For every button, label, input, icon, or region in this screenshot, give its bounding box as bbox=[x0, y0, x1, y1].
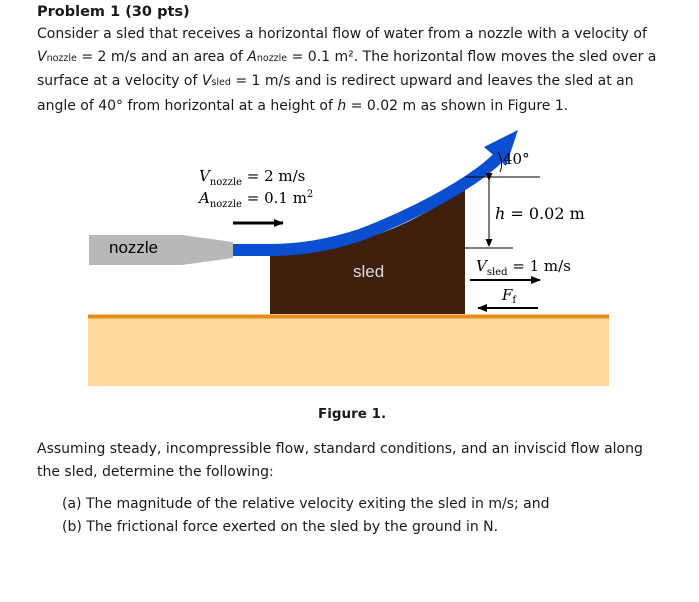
questions-intro: Assuming steady, incompressible flow, standard conditions, and an inviscid flow along the sled, determine the following: bbox=[37, 441, 643, 480]
a-nozzle-symbol: A bbox=[247, 48, 257, 65]
v-sled-subscript: sled bbox=[211, 77, 231, 88]
figure-caption: Figure 1. bbox=[318, 406, 387, 422]
problem-statement bbox=[37, 23, 662, 117]
a-nozzle-exponent-fig: 2 bbox=[306, 189, 314, 200]
v-nozzle-symbol-fig: V bbox=[199, 167, 210, 185]
figure-1-diagram bbox=[0, 115, 699, 400]
friction-force-label bbox=[501, 286, 517, 306]
v-nozzle-subscript: nozzle bbox=[46, 52, 77, 64]
a-nozzle-subscript-fig: nozzle bbox=[209, 199, 242, 210]
a-nozzle-subscript: nozzle bbox=[256, 52, 288, 64]
height-value: = 0.02 m bbox=[505, 204, 585, 223]
v-sled-subscript-fig: sled bbox=[486, 267, 508, 278]
height-label bbox=[495, 204, 585, 223]
a-nozzle-value-fig: = 0.1 m bbox=[241, 189, 307, 207]
statement-text-1: Consider a sled that receives a horizontal flow of water from a nozzle with a velocity of bbox=[37, 26, 647, 42]
v-sled-symbol-fig: V bbox=[476, 257, 487, 275]
v-nozzle-symbol: V bbox=[37, 48, 47, 65]
v-nozzle-label bbox=[199, 167, 305, 188]
question-part-b: (b) The frictional force exerted on the sled by the ground in N. bbox=[62, 519, 499, 535]
ground-surface bbox=[88, 316, 609, 386]
a-nozzle-symbol-fig: A bbox=[199, 189, 210, 207]
v-nozzle-subscript-fig: nozzle bbox=[209, 177, 242, 188]
h-symbol: h bbox=[337, 97, 347, 114]
sled-label: sled bbox=[353, 262, 385, 281]
statement-text-2: = 2 m/s and an area of bbox=[76, 48, 248, 65]
friction-force-symbol: F bbox=[502, 286, 513, 304]
nozzle-label: nozzle bbox=[109, 238, 159, 257]
a-nozzle-label bbox=[197, 189, 313, 210]
v-sled-value-fig: = 1 m/s bbox=[507, 257, 571, 275]
v-sled-label bbox=[476, 257, 571, 278]
height-symbol: h bbox=[495, 204, 506, 223]
v-sled-symbol: V bbox=[201, 73, 212, 89]
statement-text-3: = 0.1 m². The horizontal flow moves the sled over a surface at a velocity of bbox=[37, 48, 657, 89]
statement-text-4: = 1 m/s and is redirect upward and leaves the sled at an angle of 40° from horizontal at a height of bbox=[37, 73, 634, 114]
v-nozzle-value-fig: = 2 m/s bbox=[241, 167, 306, 185]
friction-force-subscript: f bbox=[512, 295, 517, 306]
problem-header: Problem 1 (30 pts) bbox=[37, 4, 190, 20]
statement-text-5: = 0.02 m as shown in Figure 1. bbox=[346, 97, 569, 114]
angle-label: 40° bbox=[503, 150, 530, 168]
question-part-a: (a) The magnitude of the relative velocity exiting the sled in m/s; and bbox=[62, 496, 550, 512]
